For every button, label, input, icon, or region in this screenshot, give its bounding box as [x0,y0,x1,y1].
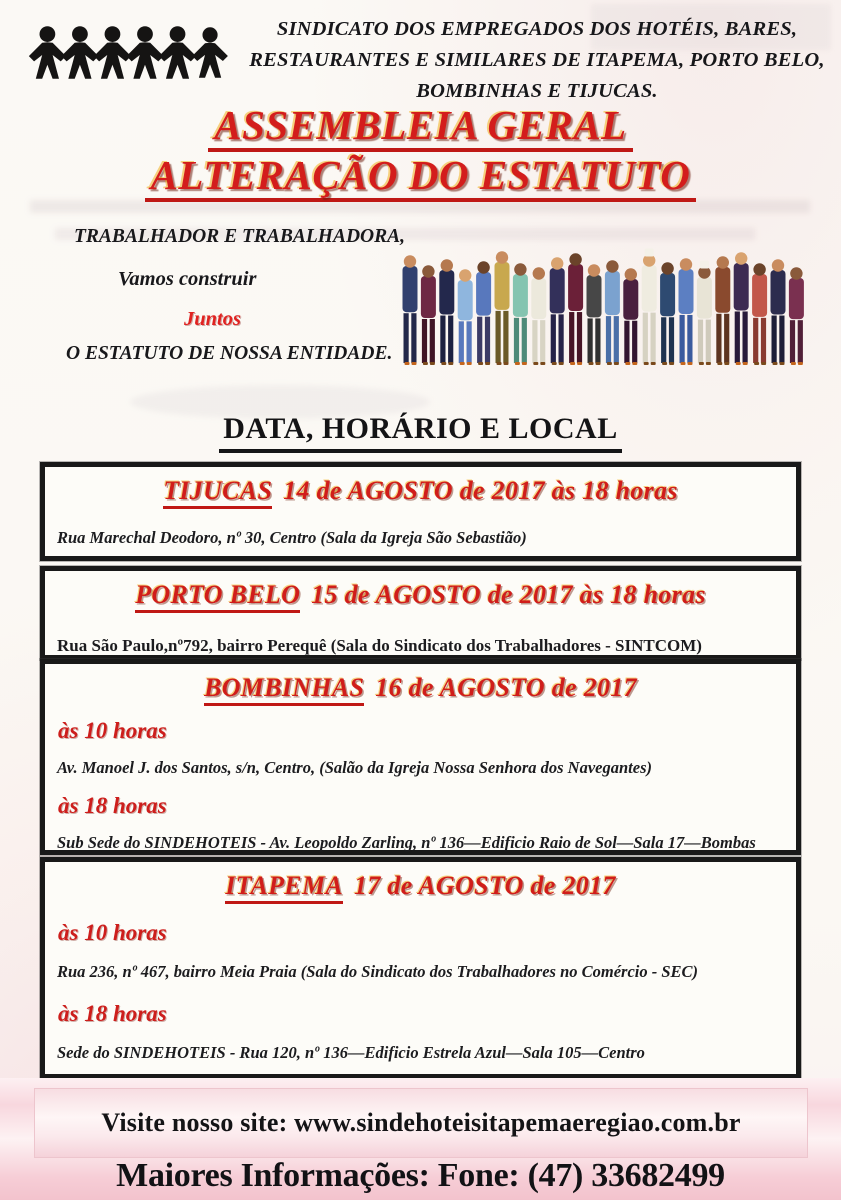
crowd-of-workers-illustration [398,246,806,368]
organization-name [238,14,836,107]
event-time: às 18 horas [58,793,167,818]
event-date: 14 de AGOSTO de 2017 às 18 horas [283,476,678,505]
phone-info: Maiores Informações: Fone: (47) 33682499 [116,1157,725,1194]
website-box [34,1088,808,1158]
main-title-line-2: ALTERAÇÃO DO ESTATUTO [145,155,697,202]
event-date: 17 de AGOSTO de 2017 [354,871,616,900]
section-heading-text: DATA, HORÁRIO E LOCAL [219,412,621,453]
event-address: Rua 236, nº 467, bairro Meia Praia (Sala do Sindicato dos Trabalhadores no Comércio - SEC) [57,962,699,981]
event-city: TIJUCAS [163,476,272,509]
intro-line-statute: O ESTATUTO DE NOSSA ENTIDADE. [66,343,393,364]
website-text: Visite nosso site: www.sindehoteisitapemaeregiao.com.br [101,1108,741,1137]
event-time: às 10 horas [58,718,167,743]
event-heading [53,673,788,703]
union-logo-people-chain-icon [26,12,231,98]
event-address: Sub Sede do SINDEHOTEIS - Av. Leopoldo Zarling, nº 136—Edificio Raio de Sol—Sala 17—Bombas [57,833,756,852]
event-heading [53,476,788,506]
event-address: Rua São Paulo,nº792, bairro Perequê (Sala do Sindicato dos Trabalhadores - SINTCOM) [57,636,702,655]
event-address: Av. Manoel J. dos Santos, s/n, Centro, (Salão da Igreja Nossa Senhora dos Navegantes) [57,758,652,777]
org-name-line: BOMBINHAS E TIJUCAS. [416,80,658,103]
event-box-bombinhas [40,659,801,855]
event-date: 15 de AGOSTO de 2017 às 18 horas [311,580,706,609]
event-heading [53,871,788,901]
org-name-line: RESTAURANTES E SIMILARES DE ITAPEMA, PORTO BELO, [249,49,825,72]
intro-line-together: Juntos [184,308,241,330]
event-city: ITAPEMA [225,871,343,904]
event-box-tijucas [40,462,801,561]
event-box-porto-belo [40,566,801,660]
event-address: Rua Marechal Deodoro, nº 30, Centro (Sala da Igreja São Sebastião) [57,528,527,547]
event-time: às 18 horas [58,1001,167,1026]
event-city: BOMBINHAS [204,673,364,706]
event-date: 16 de AGOSTO de 2017 [375,673,637,702]
section-heading [0,412,841,453]
intro-line-build: Vamos construir [118,268,257,290]
event-city: PORTO BELO [135,580,300,613]
event-address: Sede do SINDEHOTEIS - Rua 120, nº 136—Edificio Estrela Azul—Sala 105—Centro [57,1043,645,1062]
event-box-itapema [40,857,801,1079]
event-heading [53,580,788,610]
event-time: às 10 horas [58,920,167,945]
main-title-line-1: ASSEMBLEIA GERAL [208,105,632,152]
main-title [0,102,841,202]
intro-line-workers: TRABALHADOR E TRABALHADORA, [74,226,406,247]
org-name-line: SINDICATO DOS EMPREGADOS DOS HOTÉIS, BARES, [276,18,798,40]
